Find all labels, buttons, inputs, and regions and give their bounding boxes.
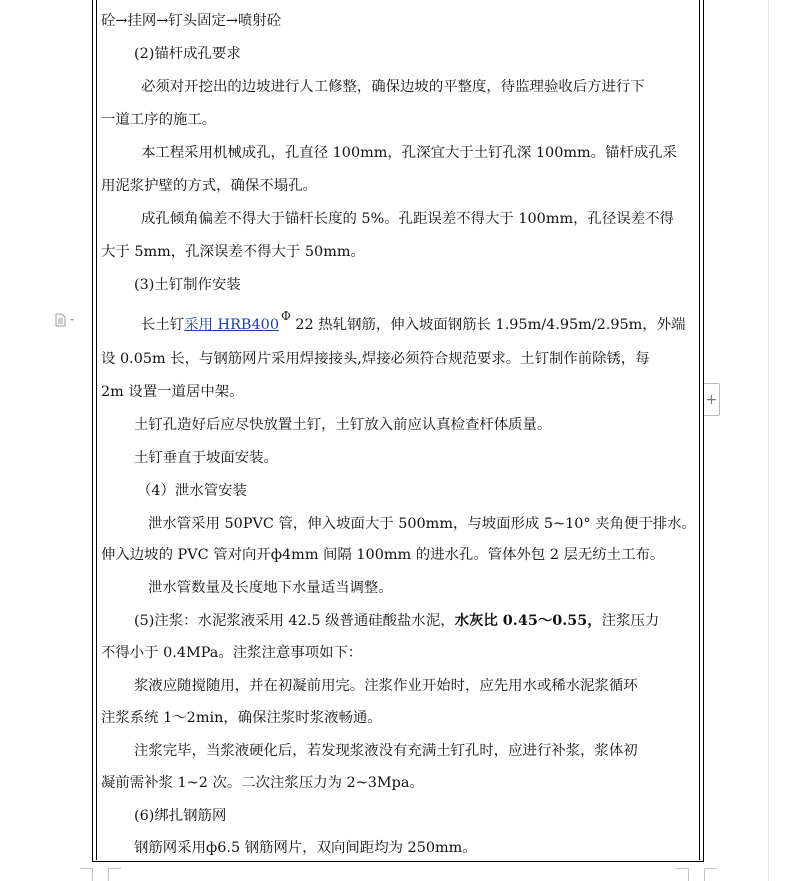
- text-line-nail: [141, 309, 686, 335]
- text-line: 注浆系统 1～2min，确保注浆时浆液畅通。: [101, 710, 382, 726]
- water-cement-ratio: 水灰比 0.45～0.55，: [454, 612, 602, 629]
- section-heading: (3)土钉制作安装: [134, 277, 241, 293]
- crop-mark: [704, 868, 717, 881]
- text-line: 必须对开挖出的边坡进行人工修整，确保边坡的平整度，待监理验收后方进行下: [141, 79, 645, 95]
- text-line-grout: [134, 611, 659, 631]
- grout-prefix: (5)注浆：水泥浆液采用 42.5 级普通硅酸盐水泥，: [134, 613, 455, 629]
- text-line: 伸入边坡的 PVC 管对向开ф4mm 间隔 100mm 的进水孔。管体外包 2 层无纺土工布。: [101, 547, 665, 563]
- text-line: 一道工序的施工。: [101, 112, 217, 128]
- text-line: 凝前需补浆 1~2 次。二次注浆压力为 2~3Mpa。: [101, 775, 424, 791]
- table-border-inner-right: [699, 0, 700, 860]
- text-line: 2m 设置一道居中架。: [101, 384, 244, 400]
- expand-plus-button[interactable]: +: [704, 383, 720, 416]
- crop-mark: [80, 868, 93, 881]
- text-line: 泄水管数量及长度地下水量适当调整。: [148, 580, 393, 596]
- nail-prefix: 长土钉: [141, 317, 185, 333]
- text-line: 大于 5mm，孔深误差不得大于 50mm。: [101, 244, 365, 260]
- text-line: 钢筋网采用ф6.5 钢筋网片，双向间距均为 250mm。: [134, 840, 477, 856]
- crop-mark: [108, 868, 121, 881]
- text-line: 注浆完毕，当浆液硬化后，若发现浆液没有充满土钉孔时，应进行补浆，浆体初: [134, 743, 638, 759]
- crop-mark: [676, 868, 689, 881]
- text-line: 设 0.05m 长，与钢筋网片采用焊接接头,焊接必须符合规范要求。土钉制作前除锈，每: [101, 351, 650, 367]
- section-heading: (6)绑扎钢筋网: [134, 808, 227, 824]
- rebar-symbol: Φ: [280, 309, 291, 323]
- nail-suffix: 22 热轧钢筋，伸入坡面钢筋长 1.95m/4.95m/2.95m，外端: [290, 317, 686, 333]
- text-line: 成孔倾角偏差不得大于锚杆长度的 5%。孔距误差不得大于 100mm，孔径误差不得: [141, 211, 674, 227]
- text-line: 土钉孔造好后应尽快放置土钉，土钉放入前应认真检查杆体质量。: [134, 417, 552, 433]
- grout-suffix: 注浆压力: [601, 613, 660, 629]
- section-heading: (2)锚杆成孔要求: [134, 46, 241, 62]
- text-line: 浆液应随搅随用，并在初凝前用完。注浆作业开始时，应先用水或稀水泥浆循环: [134, 678, 638, 694]
- section-heading: （4）泄水管安装: [137, 483, 247, 499]
- text-line: 砼→挂网→钉头固定→喷射砼: [101, 13, 282, 29]
- text-line: 泄水管采用 50PVC 管，伸入坡面大于 500mm，与坡面形成 5~10° 夹角便于排水。: [148, 516, 696, 532]
- table-border-inner-left: [96, 0, 97, 860]
- document-icon[interactable]: [55, 313, 77, 327]
- text-line: 不得小于 0.4MPa。注浆注意事项如下：: [101, 645, 363, 661]
- page-edge: [768, 0, 769, 881]
- hrb400-link[interactable]: 采用 HRB400: [184, 317, 279, 333]
- text-line: 用泥浆护壁的方式，确保不塌孔。: [101, 178, 317, 194]
- text-line: 土钉垂直于坡面安装。: [134, 450, 278, 466]
- text-line: 本工程采用机械成孔，孔直径 100mm，孔深宜大于土钉孔深 100mm。锚杆成孔采: [141, 145, 677, 161]
